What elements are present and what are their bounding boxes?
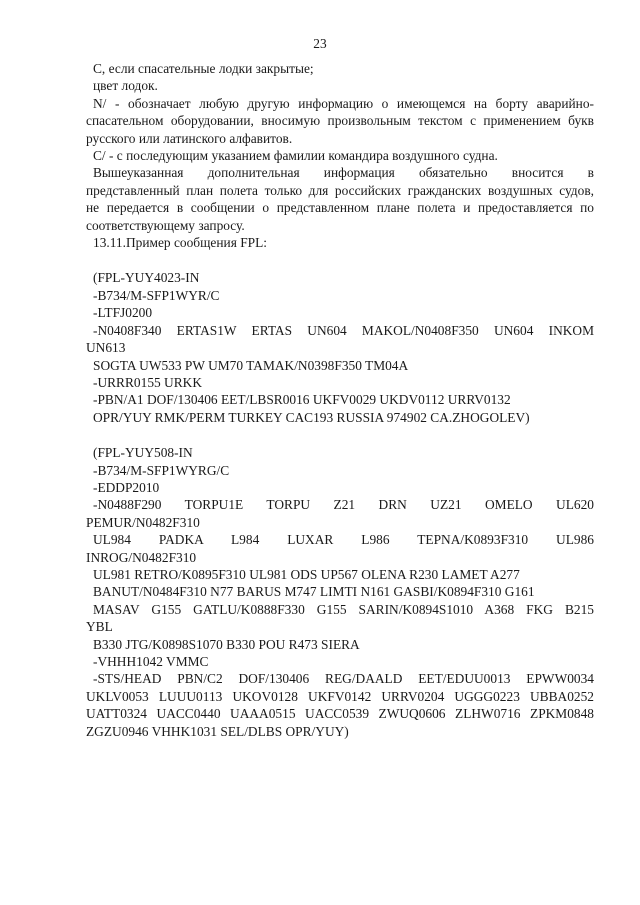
- fpl-line: BANUT/N0484F310 N77 BARUS M747 LIMTI N161 GASBI/K0894F310 G161: [93, 584, 535, 600]
- text-line: С, если спасательные лодки закрытые;: [93, 61, 314, 76]
- text-line: представленный план полета только для российских гражданских воздушных судов,: [86, 182, 594, 198]
- text-line: спасательном оборудовании, вносимую произвольным текстом с применением букв: [86, 113, 594, 129]
- fpl-line: UKLV0053 LUUU0113 UKOV0128 UKFV0142 URRV0204 UGGG0223 UBBA0252: [86, 688, 594, 704]
- fpl-line: (FPL-YUY508-IN: [93, 445, 193, 461]
- fpl-line: B330 JTG/K0898S1070 B330 POU R473 SIERA: [93, 636, 360, 652]
- text-line: русского или латинского алфавитов.: [86, 130, 293, 146]
- fpl-line: -STS/HEAD PBN/C2 DOF/130406 REG/DAALD EET/EDUU0013 EPWW0034: [93, 671, 594, 687]
- fpl-line: -PBN/A1 DOF/130406 EET/LBSR0016 UKFV0029 UKDV0112 URRV0132: [93, 392, 511, 408]
- text-line: N/ - обозначает любую другую информацию о имеющемся на борту аварийно-: [93, 95, 594, 111]
- fpl-line: -N0488F290 TORPU1E TORPU Z21 DRN UZ21 OMELO UL620: [93, 497, 594, 513]
- fpl-line: SOGTA UW533 PW UM70 TAMAK/N0398F350 TM04A: [93, 357, 409, 373]
- fpl-line: YBL: [86, 619, 113, 635]
- fpl-line: UL981 RETRO/K0895F310 UL981 ODS UP567 OLENA R230 LAMET A277: [93, 566, 520, 582]
- text-line: Вышеуказанная дополнительная информация обязательно вносится в: [93, 165, 594, 181]
- text-line: не передается в сообщении о представленном плане полета и предоставляется по: [86, 200, 594, 216]
- fpl-line: -EDDP2010: [93, 479, 160, 495]
- fpl-line: -B734/M-SFP1WYRG/C: [93, 462, 230, 478]
- text-line: С/ - с последующим указанием фамилии командира воздушного судна.: [93, 148, 498, 164]
- fpl-line: UN613: [86, 340, 126, 356]
- fpl-line: INROG/N0482F310: [86, 549, 197, 565]
- fpl-line: (FPL-YUY4023-IN: [93, 270, 200, 286]
- page-number: 23: [313, 36, 327, 51]
- fpl-line: ZGZU0946 VHHK1031 SEL/DLBS OPR/YUY): [86, 723, 349, 739]
- fpl-line: -VHHH1042 VMMC: [93, 654, 209, 669]
- fpl-line: -URRR0155 URKK: [93, 374, 202, 390]
- section-heading: 13.11.Пример сообщения FPL:: [93, 235, 268, 251]
- fpl-line: OPR/YUY RMK/PERM TURKEY CAC193 RUSSIA 974902 CA.ZHOGOLEV): [93, 409, 530, 425]
- text-line: соответствующему запросу.: [86, 217, 245, 233]
- fpl-line: -LTFJ0200: [93, 305, 153, 321]
- fpl-line: UATT0324 UACC0440 UAAA0515 UACC0539 ZWUQ0606 ZLHW0716 ZPKM0848: [86, 706, 594, 722]
- fpl-line: UL984 PADKA L984 LUXAR L986 TEPNA/K0893F310 UL986: [93, 532, 594, 548]
- fpl-line: PEMUR/N0482F310: [86, 514, 200, 530]
- fpl-line: -N0408F340 ERTAS1W ERTAS UN604 MAKOL/N0408F350 UN604 INKOM: [93, 322, 594, 338]
- document-body: [86, 60, 594, 740]
- fpl-line: MASAV G155 GATLU/K0888F330 G155 SARIN/K0894S1010 A368 FKG B215: [93, 601, 594, 617]
- fpl-line: -B734/M-SFP1WYR/C: [93, 287, 220, 303]
- text-line: цвет лодок.: [93, 78, 158, 94]
